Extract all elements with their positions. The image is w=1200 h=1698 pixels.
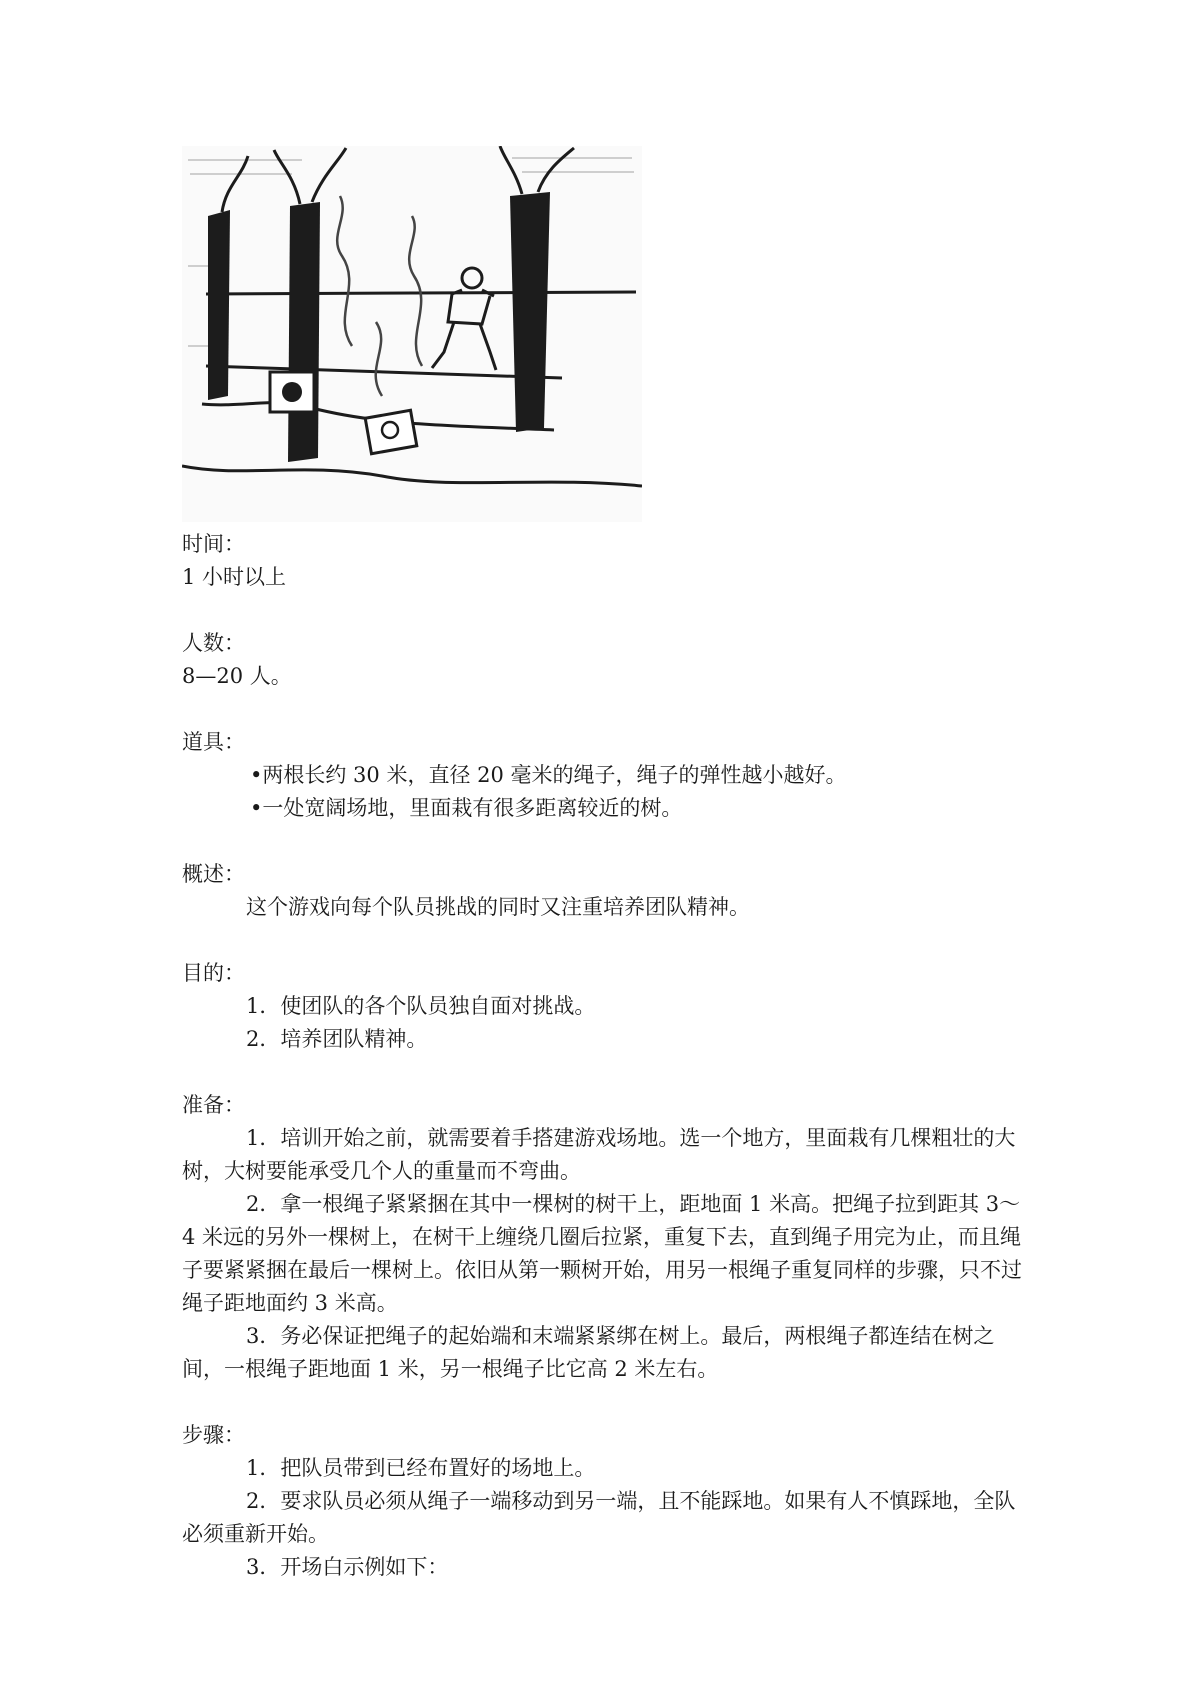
purpose-item: 1．使团队的各个队员独自面对挑战。 <box>246 994 596 1018</box>
heading-steps: 步骤： <box>182 1423 245 1447</box>
steps-paragraph: 2．要求队员必须从绳子一端移动到另一端，且不能踩地。如果有人不慎踩地，全队必须重新开始。 <box>182 1489 1016 1546</box>
section-steps <box>182 1419 1030 1584</box>
document-body <box>182 528 1030 1617</box>
section-people <box>182 627 1030 693</box>
section-props <box>182 726 1030 825</box>
heading-preparation: 准备： <box>182 1093 245 1117</box>
prop-item: •两根长约 30 米，直径 20 毫米的绳子，绳子的弹性越小越好。 <box>250 763 847 787</box>
preparation-paragraph: 1．培训开始之前，就需要着手搭建游戏场地。选一个地方，里面栽有几棵粗壮的大树，大树要能承受几个人的重量而不弯曲。 <box>182 1126 1016 1183</box>
rope-course-illustration <box>182 146 642 522</box>
prop-item: •一处宽阔场地，里面栽有很多距离较近的树。 <box>250 796 683 820</box>
heading-time: 时间： <box>182 532 245 556</box>
time-value: 1 小时以上 <box>182 565 287 589</box>
overview-text: 这个游戏向每个队员挑战的同时又注重培养团队精神。 <box>246 895 750 919</box>
preparation-paragraph: 2．拿一根绳子紧紧捆在其中一棵树的树干上，距地面 1 米高。把绳子拉到距其 3～4 米远的另外一棵树上，在树干上缠绕几圈后拉紧，重复下去，直到绳子用完为止，而且绳子要紧紧捆在最后一棵树上。依旧从第一颗树开始，用另一根绳子重复同样的步骤，只不过绳子距地面约 3 米高。 <box>182 1192 1022 1315</box>
section-time <box>182 528 1030 594</box>
section-purpose <box>182 957 1030 1056</box>
steps-paragraph: 1．把队员带到已经布置好的场地上。 <box>246 1456 596 1480</box>
purpose-item: 2．培养团队精神。 <box>246 1027 428 1051</box>
heading-overview: 概述： <box>182 862 245 886</box>
section-preparation <box>182 1089 1030 1386</box>
section-overview <box>182 858 1030 924</box>
heading-purpose: 目的： <box>182 961 245 985</box>
people-value: 8—20 人。 <box>182 664 292 688</box>
preparation-paragraph: 3．务必保证把绳子的起始端和末端紧紧绑在树上。最后，两根绳子都连结在树之间，一根绳子距地面 1 米，另一根绳子比它高 2 米左右。 <box>182 1324 995 1381</box>
heading-props: 道具： <box>182 730 245 754</box>
steps-paragraph: 3．开场白示例如下： <box>246 1555 449 1579</box>
heading-people: 人数： <box>182 631 245 655</box>
